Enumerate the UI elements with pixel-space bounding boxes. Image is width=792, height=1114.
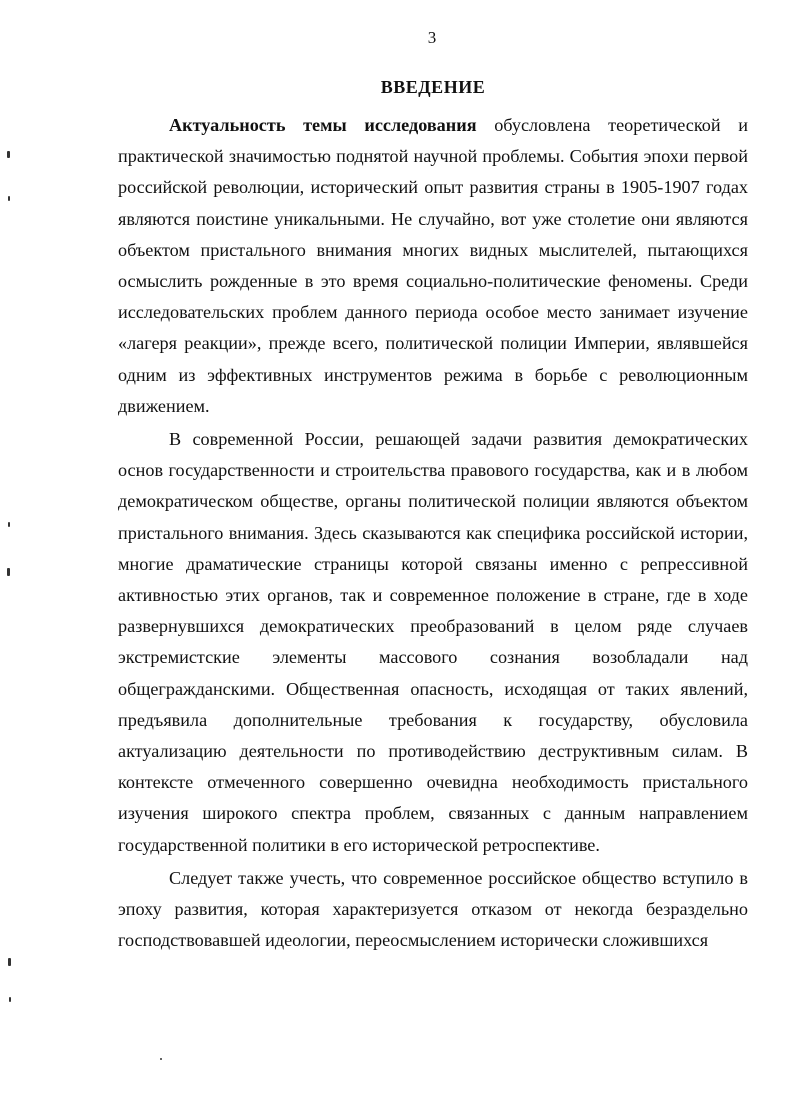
paragraph-1-text: обусловлена теоретической и практической значимостью поднятой научной проблемы. События эпохи первой российской революции, исторический опыт развития страны в 1905-1907 годах являются поистине уникальными. Не случайно, вот уже столетие они являются объектом пристального внимания многих видных мыслителей, пытающихся осмыслить рожденные в это время социально-политические феномены. Среди исследовательских проблем данного периода особое место занимает изучение «лагеря реакции», прежде всего, политической полиции Империи, являвшейся одним из эффективных инструментов режима в борьбе с революционным движением. <box>118 115 748 416</box>
scan-mark <box>160 1058 162 1060</box>
scan-mark <box>9 997 11 1002</box>
scan-mark <box>7 568 10 576</box>
scan-mark <box>8 522 10 527</box>
paragraph-1-lead: Актуальность темы исследования <box>169 115 477 135</box>
paragraph-1 <box>118 110 748 422</box>
paragraph-2 <box>118 424 748 861</box>
paragraph-3-text: Следует также учесть, что современное российское общество вступило в эпоху развития, которая характеризуется отказом от некогда безраздельно господствовавшей идеологии, переосмыслением исторически сложившихся <box>118 867 748 951</box>
scan-mark <box>8 196 10 201</box>
scan-mark <box>8 958 11 966</box>
page-number: 3 <box>427 28 437 47</box>
scan-mark <box>7 151 10 158</box>
paragraph-2-text: В современной России, решающей задачи развития демократических основ государственности и строительства правового государства, как и в любом демократическом обществе, органы политической полиции являются объектом пристального внимания. Здесь сказываются как специфика российской истории, многие драматические страницы которой связаны именно с репрессивной активностью этих органов, так и современное положение в стране, где в ходе развернувшихся демократических преобразований в целом ряде случаев экстремистские элементы массового сознания возобладали над общегражданскими. Общественная опасность, исходящая от таких явлений, предъявила дополнительные требования к государству, обусловила актуализацию деятельности по противодействию деструктивным силам. В контексте отмеченного совершенно очевидна необходимость пристального изучения широкого спектра проблем, связанных с данным направлением государственной политики в его исторической ретроспективе. <box>118 429 748 855</box>
body-text <box>118 110 748 956</box>
page-title: ВВЕДЕНИЕ <box>380 77 486 97</box>
paragraph-3 <box>118 863 748 957</box>
